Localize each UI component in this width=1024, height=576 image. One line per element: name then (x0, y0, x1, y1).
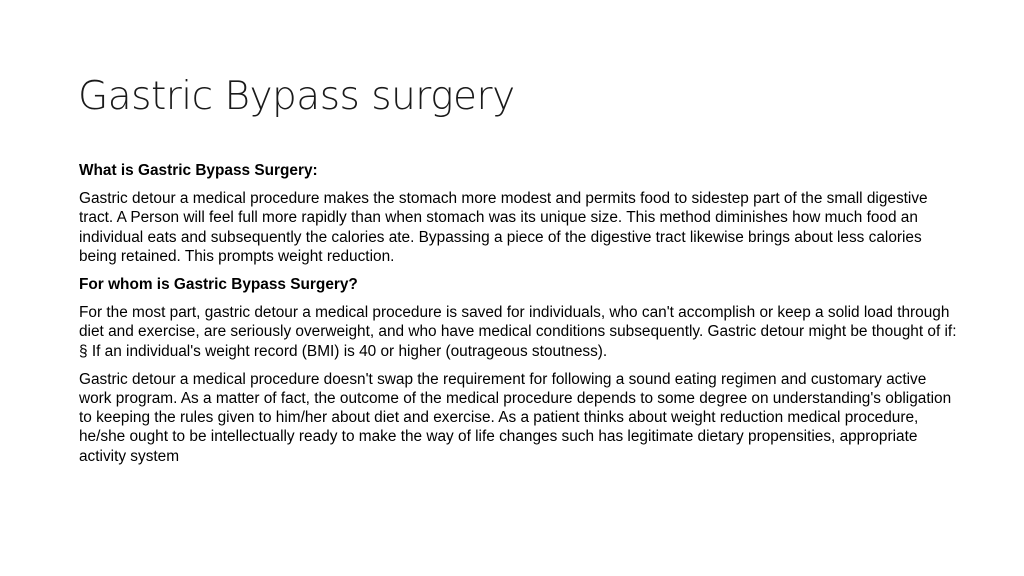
paragraph-candidates: For the most part, gastric detour a medical procedure is saved for individuals, who can't accomplish or keep a solid load through diet and exercise, are seriously overweight, and who have medical conditions subsequently. Gastric detour might be thought of if: § If an individual's weight record (BMI) is 40 or higher (outrageous stoutness). (79, 304, 957, 360)
slide-body (79, 161, 959, 475)
paragraph-definition: Gastric detour a medical procedure makes the stomach more modest and permits food to sidestep part of the small digestive tract. A Person will feel full more rapidly than when stomach was its unique size. This method diminishes how much food an individual eats and subsequently the calories ate. Bypassing a piece of the digestive tract likewise brings about less calories being retained. This prompts weight reduction. (79, 190, 928, 265)
slide-title: Gastric Bypass surgery (78, 74, 515, 119)
section-heading-for-whom: For whom is Gastric Bypass Surgery? (79, 276, 358, 294)
paragraph-lifestyle: Gastric detour a medical procedure doesn't swap the requirement for following a sound eating regimen and customary active work program. As a matter of fact, the outcome of the medical procedure depends to some degree on understanding's obligation to keeping the rules given to him/her about diet and exercise. As a patient thinks about weight reduction medical procedure, he/she ought to be intellectually ready to make the way of life changes such has legitimate dietary propensities, appropriate activity system (79, 370, 952, 465)
section-heading-what-is: What is Gastric Bypass Surgery: (79, 162, 318, 179)
